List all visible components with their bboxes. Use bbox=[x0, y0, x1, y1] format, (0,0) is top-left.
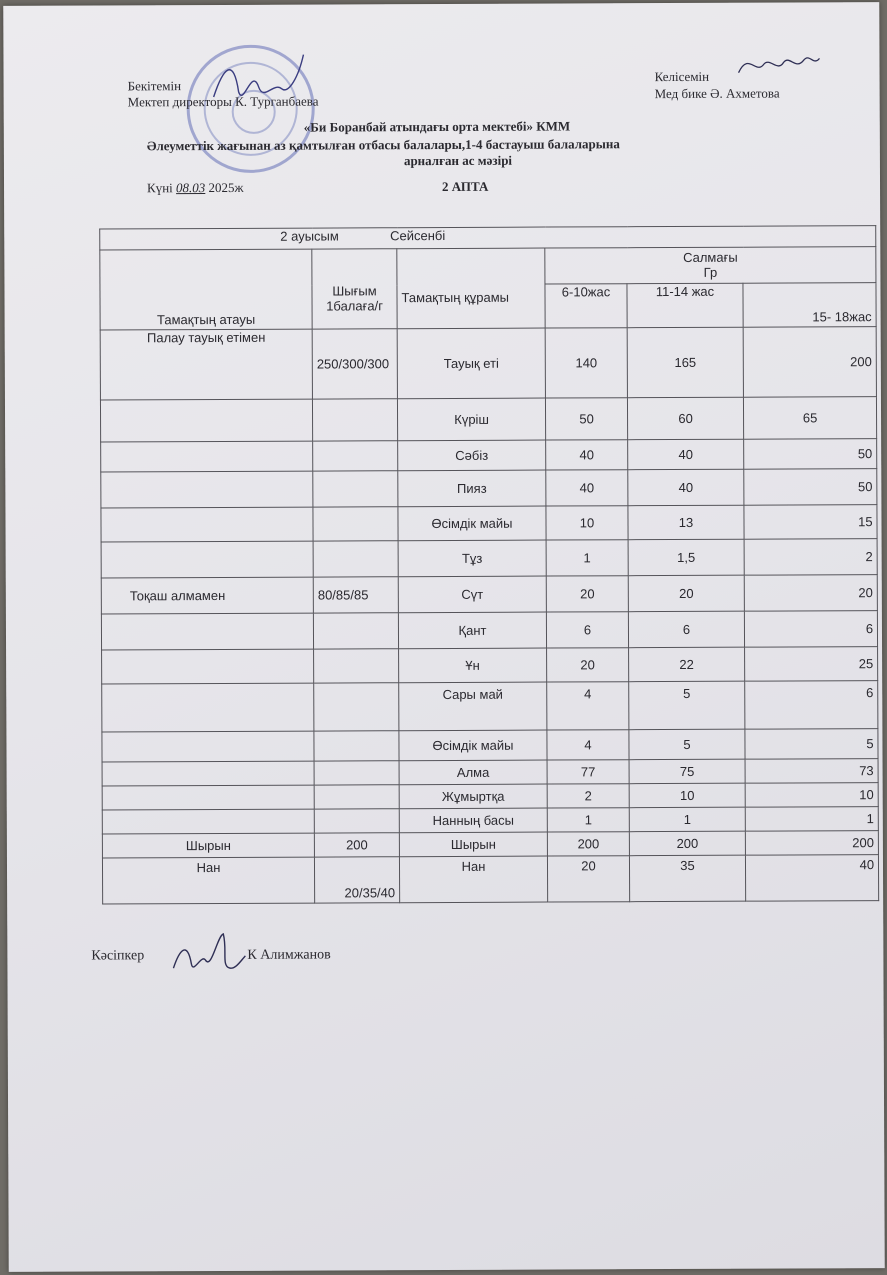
entrepreneur-name: К Алимжанов bbox=[247, 947, 331, 963]
yield-cell bbox=[313, 541, 398, 577]
yield-cell bbox=[313, 613, 398, 649]
age-group-3: 15- 18жас bbox=[743, 283, 876, 328]
yield-cell bbox=[314, 683, 399, 731]
title-line-2: арналған ас мәзірі bbox=[403, 152, 513, 169]
yield-cell bbox=[312, 399, 397, 441]
value-11-14: 165 bbox=[627, 327, 743, 398]
dish-cell bbox=[100, 399, 312, 442]
entrepreneur-label: Кәсіпкер bbox=[91, 948, 145, 964]
value-15-18: 200 bbox=[743, 327, 876, 398]
value-6-10: 20 bbox=[547, 856, 629, 902]
value-6-10: 140 bbox=[545, 328, 627, 398]
table-row bbox=[102, 807, 878, 834]
value-6-10: 20 bbox=[547, 648, 629, 682]
yield-cell: 80/85/85 bbox=[313, 577, 398, 613]
value-6-10: 77 bbox=[547, 760, 629, 784]
dish-cell: Тоқаш алмамен bbox=[101, 577, 313, 614]
dish-cell bbox=[101, 471, 313, 508]
value-11-14: 6 bbox=[628, 611, 744, 648]
value-6-10: 40 bbox=[546, 470, 628, 506]
table-row bbox=[100, 397, 876, 442]
value-11-14: 200 bbox=[629, 831, 745, 856]
table-row bbox=[101, 575, 877, 614]
col-composition-header: Тамақтың құрамы bbox=[397, 248, 545, 329]
dish-cell bbox=[101, 613, 313, 650]
col-weight-header bbox=[545, 247, 876, 284]
date-value: 08.03 bbox=[176, 180, 206, 196]
table-row bbox=[102, 729, 878, 762]
ingredient-cell: Сәбіз bbox=[398, 440, 546, 471]
value-15-18: 73 bbox=[745, 759, 878, 784]
value-11-14: 5 bbox=[629, 681, 745, 730]
value-15-18: 15 bbox=[744, 505, 877, 540]
value-11-14: 1,5 bbox=[628, 539, 744, 576]
value-15-18: 65 bbox=[743, 397, 876, 440]
date-prefix: Күні bbox=[147, 180, 173, 196]
value-6-10: 40 bbox=[546, 440, 628, 470]
value-11-14: 60 bbox=[627, 397, 743, 440]
dish-cell bbox=[102, 761, 314, 786]
value-15-18: 1 bbox=[745, 807, 878, 832]
date-suffix: 2025ж bbox=[208, 179, 244, 196]
dish-cell: Нан bbox=[102, 857, 314, 904]
ingredient-cell: Тұз bbox=[398, 540, 546, 577]
yield-cell bbox=[314, 761, 399, 785]
value-15-18: 50 bbox=[744, 469, 877, 506]
yield-cell: 200 bbox=[314, 833, 399, 857]
value-15-18: 10 bbox=[745, 783, 878, 808]
table-row bbox=[102, 831, 878, 858]
ingredient-cell: Пияз bbox=[398, 470, 546, 507]
ingredient-cell: Жұмыртқа bbox=[399, 784, 547, 809]
ingredient-cell: Күріш bbox=[397, 398, 545, 441]
yield-cell bbox=[314, 649, 399, 683]
table-row bbox=[101, 469, 877, 508]
value-11-14: 20 bbox=[628, 575, 744, 612]
ingredient-cell: Өсімдік майы bbox=[398, 506, 546, 541]
value-6-10: 10 bbox=[546, 506, 628, 540]
ingredient-cell: Тауық еті bbox=[397, 328, 545, 399]
title-line-1: Әлеуметтік жағынан аз қамтылған отбасы балалары,1-4 бастауыш балаларына bbox=[146, 136, 620, 154]
yield-cell bbox=[314, 809, 399, 833]
table-row bbox=[102, 759, 878, 786]
date-line bbox=[147, 180, 244, 196]
yield-cell bbox=[314, 731, 399, 761]
ingredient-cell: Ұн bbox=[399, 648, 547, 683]
value-15-18: 200 bbox=[745, 831, 878, 856]
value-11-14: 13 bbox=[628, 505, 744, 540]
dish-cell bbox=[102, 649, 314, 684]
value-11-14: 35 bbox=[629, 855, 745, 902]
dish-cell bbox=[102, 731, 314, 762]
yield-cell bbox=[313, 471, 398, 507]
table-row bbox=[101, 505, 877, 542]
ingredient-cell: Сүт bbox=[398, 576, 546, 613]
value-11-14: 22 bbox=[629, 647, 745, 682]
value-11-14: 5 bbox=[629, 729, 745, 760]
table-row bbox=[101, 611, 877, 650]
yield-cell bbox=[314, 785, 399, 809]
yield-cell bbox=[313, 441, 398, 471]
value-11-14: 75 bbox=[629, 759, 745, 784]
dish-cell bbox=[101, 541, 313, 578]
ingredient-cell: Нанның басы bbox=[399, 808, 547, 833]
value-6-10: 4 bbox=[547, 682, 629, 730]
agree-label: Келісемін bbox=[654, 68, 710, 85]
value-6-10: 200 bbox=[547, 832, 629, 856]
entrepreneur-signature bbox=[165, 930, 247, 978]
ingredient-cell: Сары май bbox=[399, 682, 547, 731]
value-15-18: 5 bbox=[745, 729, 878, 760]
value-11-14: 40 bbox=[628, 439, 744, 470]
weight-unit: Гр bbox=[703, 264, 718, 280]
table-header-row bbox=[100, 247, 876, 286]
col-yield-header: Шығым 1балаға/г bbox=[312, 249, 397, 329]
table-row bbox=[102, 783, 878, 810]
value-11-14: 1 bbox=[629, 807, 745, 832]
ingredient-cell: Алма bbox=[399, 760, 547, 785]
table-row bbox=[101, 439, 877, 472]
dish-cell: Палау тауық етімен bbox=[100, 329, 312, 400]
table-row bbox=[102, 681, 878, 732]
table-row bbox=[100, 327, 876, 400]
director-line: Мектеп директоры К. Турганбаева bbox=[127, 93, 319, 110]
value-6-10: 50 bbox=[545, 398, 627, 440]
value-15-18: 40 bbox=[745, 855, 878, 902]
yield-cell: 20/35/40 bbox=[314, 857, 399, 903]
age-group-2: 11-14 жас bbox=[627, 283, 743, 328]
value-6-10: 2 bbox=[547, 784, 629, 808]
dish-cell: Шырын bbox=[102, 833, 314, 858]
value-11-14: 40 bbox=[628, 469, 744, 506]
ingredient-cell: Өсімдік майы bbox=[399, 730, 547, 761]
table-row bbox=[101, 539, 877, 578]
day-label: Сейсенбі bbox=[390, 227, 446, 244]
value-15-18: 25 bbox=[745, 647, 878, 682]
nurse-line: Мед бике Ә. Ахметова bbox=[654, 85, 780, 102]
col-dish-header: Тамақтың атауы bbox=[100, 249, 312, 330]
value-6-10: 1 bbox=[547, 808, 629, 832]
dish-cell bbox=[101, 441, 313, 472]
value-11-14: 10 bbox=[629, 783, 745, 808]
value-15-18: 50 bbox=[744, 439, 877, 470]
ingredient-cell: Қант bbox=[398, 612, 546, 649]
value-6-10: 6 bbox=[546, 612, 628, 648]
value-15-18: 6 bbox=[744, 611, 877, 648]
table-row bbox=[102, 855, 878, 904]
ingredient-cell: Нан bbox=[399, 856, 547, 903]
weight-title: Салмағы bbox=[683, 249, 738, 265]
ingredient-cell: Шырын bbox=[399, 832, 547, 857]
dish-cell bbox=[102, 809, 314, 834]
dish-cell bbox=[102, 683, 314, 732]
value-15-18: 2 bbox=[744, 539, 877, 576]
dish-cell bbox=[101, 507, 313, 542]
yield-cell bbox=[313, 507, 398, 541]
value-6-10: 1 bbox=[546, 540, 628, 576]
nurse-signature bbox=[733, 46, 823, 80]
yield-cell: 250/300/300 bbox=[312, 329, 397, 399]
value-6-10: 4 bbox=[547, 730, 629, 760]
value-6-10: 20 bbox=[546, 576, 628, 612]
school-line: «Би Боранбай атындағы орта мектебі» КММ bbox=[303, 118, 571, 135]
value-15-18: 20 bbox=[744, 575, 877, 612]
menu-document bbox=[3, 2, 885, 1272]
menu-table bbox=[99, 225, 879, 904]
approve-label: Бекітемін bbox=[127, 78, 182, 94]
value-15-18: 6 bbox=[745, 681, 878, 730]
dish-cell bbox=[102, 785, 314, 810]
table-row bbox=[102, 647, 878, 684]
shift-label: 2 ауысым bbox=[280, 228, 339, 244]
age-group-1: 6-10жас bbox=[545, 284, 627, 328]
week-label: 2 АПТА bbox=[442, 178, 489, 195]
